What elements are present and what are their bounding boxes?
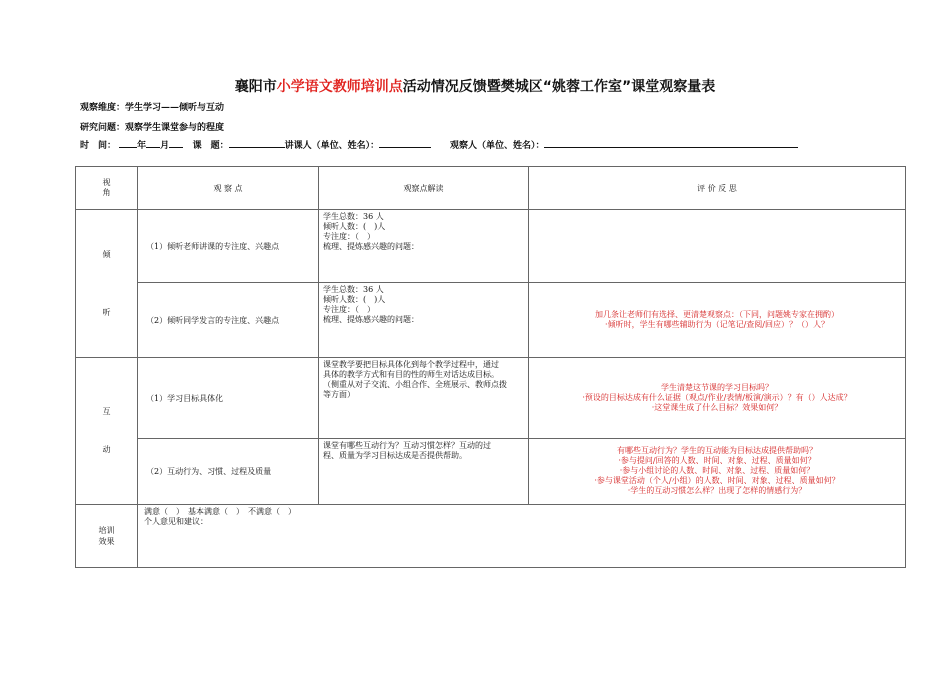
reflection-line: ·参与小组讨论的人数、时间、对象、过程、质量如何？	[619, 466, 815, 476]
reflection-line: ·这堂课生成了什么目标？效果如何？	[651, 403, 783, 413]
topic-blank[interactable]	[229, 138, 285, 148]
header-point: 观 察 点	[138, 167, 319, 210]
reflection-line: ·参与课堂活动（个人/小组）的人数、时间、对象、过程、质量如何？	[594, 476, 840, 486]
time-label: 时 间：	[80, 141, 117, 151]
observation-point: （1）学习目标具体化	[138, 358, 319, 438]
interp-line: 倾听人数：( )人	[323, 295, 386, 305]
month-label: 月	[160, 141, 170, 151]
category-listen: 倾听	[76, 210, 138, 358]
table-row	[76, 358, 906, 438]
table-row	[76, 283, 906, 358]
interp-line: 具体的教学方式和有目的性的师生对话达成目标。	[323, 370, 499, 380]
interp-line: 梳理、提炼感兴趣的问题：	[323, 315, 419, 325]
day-blank[interactable]	[169, 138, 183, 148]
interp-line: 倾听人数：( )人	[323, 222, 386, 232]
year-label: 年	[137, 141, 147, 151]
reflection-cell[interactable]	[529, 283, 906, 358]
header-interpretation: 观察点解读	[319, 167, 529, 210]
interpretation-cell[interactable]	[319, 210, 529, 283]
research-question: 研究问题：观察学生课堂参与的程度	[80, 123, 225, 133]
interpretation-cell[interactable]	[319, 438, 529, 504]
document-title	[0, 76, 950, 96]
interpretation-cell[interactable]	[319, 283, 529, 358]
interp-line: 学生总数：36 人	[323, 285, 384, 295]
satisfaction-options: 满意（ ） 基本满意（ ） 不满意（ ）	[144, 506, 296, 516]
info-line	[80, 138, 798, 151]
month-blank[interactable]	[146, 138, 160, 148]
interp-line: 等方面）	[323, 390, 355, 400]
interp-line: 程、质量为学习目标达成是否提供帮助。	[323, 450, 467, 460]
interp-line: 课堂教学要把目标具体化到每个教学过程中，通过	[323, 360, 499, 370]
header-angle: 视角	[76, 167, 138, 210]
reflection-cell[interactable]	[529, 358, 906, 438]
observation-table	[75, 166, 906, 568]
reflection-line: 加几条让老师们有选择、更清楚观察点：（下同，问题姚专家在拥酌）	[595, 310, 839, 320]
lecturer-label: 讲课人（单位、姓名）：	[284, 141, 380, 151]
table-header-row	[76, 167, 906, 210]
interp-line: 专注度：（ ）	[323, 305, 375, 315]
table-row	[76, 210, 906, 283]
reflection-line: 学生清楚这节课的学习目标吗？	[661, 383, 773, 393]
reflection-line: ·预设的目标达成有什么证据（观点/作业/表情/板演/演示）？有（）人达成？	[582, 393, 852, 403]
category-interact: 互动	[76, 358, 138, 504]
reflection-line: ·倾听时，学生有哪些辅助行为（记笔记/查阅/回应）？（）人？	[605, 320, 829, 330]
interpretation-cell[interactable]	[319, 358, 529, 438]
category-training: 培训效果	[76, 504, 138, 567]
observation-point: （2）倾听同学发言的专注度、兴趣点	[138, 283, 319, 358]
suggestions-label: 个人意见和建议：	[144, 516, 208, 526]
observer-blank[interactable]	[544, 138, 798, 148]
observation-point: （2）互动行为、习惯、过程及质量	[138, 438, 319, 504]
title-suffix: 活动情况反馈暨樊城区“姚蓉工作室”课堂观察量表	[402, 79, 716, 95]
observer-label: 观察人（单位、姓名）：	[449, 141, 545, 151]
interp-line: 课堂有哪些互动行为？互动习惯怎样？互动的过	[323, 440, 491, 450]
topic-label: 课 题：	[192, 141, 229, 151]
title-highlight: 小学语文教师培训点	[276, 79, 403, 95]
interp-line: （侧重从对子交流、小组合作、全班展示、教师点拨	[323, 380, 507, 390]
title-prefix: 襄阳市	[234, 79, 277, 95]
interp-line: 专注度：（ ）	[323, 232, 375, 242]
header-reflection: 评 价 反 思	[529, 167, 906, 210]
reflection-cell[interactable]	[529, 210, 906, 283]
training-row	[76, 504, 906, 567]
year-blank[interactable]	[119, 138, 137, 148]
reflection-line: ·参与提问/回答的人数、时间、对象、过程、质量如何？	[618, 456, 816, 466]
reflection-line: ·学生的互动习惯怎么样？出现了怎样的情感行为？	[627, 486, 807, 496]
lecturer-blank[interactable]	[379, 138, 431, 148]
reflection-cell[interactable]	[529, 438, 906, 504]
observation-dimension: 观察维度：学生学习——倾听与互动	[80, 103, 225, 113]
observation-point: （1）倾听老师讲课的专注度、兴趣点	[138, 210, 319, 283]
interp-line: 学生总数：36 人	[323, 212, 384, 222]
reflection-line: 有哪些互动行为？学生的互动能为目标达成提供帮助吗？	[617, 446, 817, 456]
interp-line: 梳理、提炼感兴趣的问题：	[323, 242, 419, 252]
training-feedback-cell[interactable]	[138, 504, 906, 567]
table-row	[76, 438, 906, 504]
